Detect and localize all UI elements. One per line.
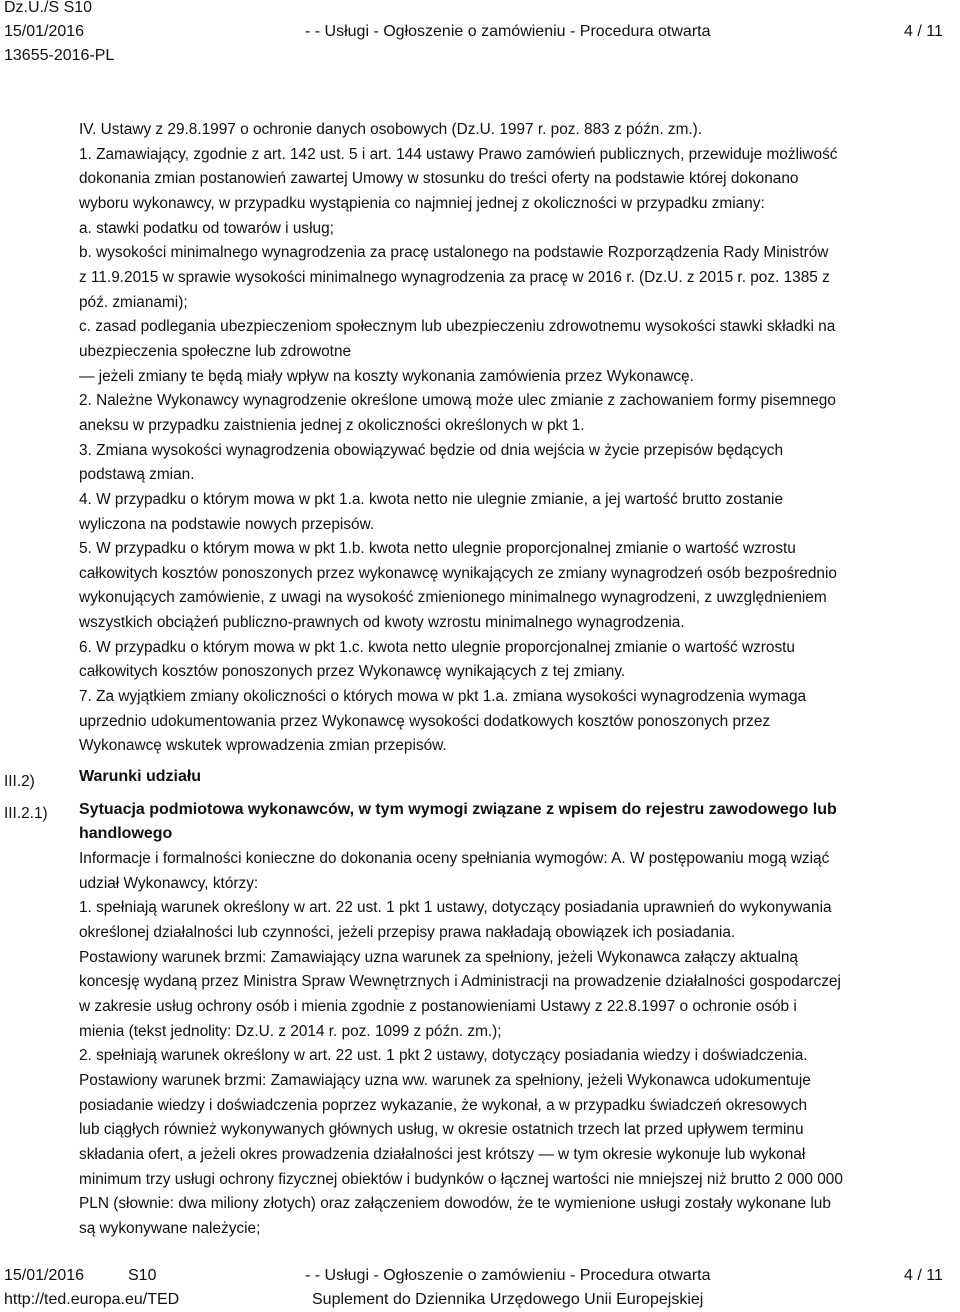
body-text-line: posiadanie wiedzy i doświadczenia poprzez wykazanie, że wykonał, a w przypadku świadczeń okresowych bbox=[79, 1096, 808, 1114]
body-text-line: 2. spełniają warunek określony w art. 22 ust. 1 pkt 2 ustawy, dotyczący posiadania wiedzy i doświadczenia. bbox=[79, 1047, 808, 1065]
footer-page-number: 4 / 11 bbox=[904, 1267, 943, 1284]
body-text-line: uprzednio udokumentowania przez Wykonawcę wysokości dodatkowych kosztów ponoszonych przez bbox=[79, 712, 771, 730]
body-text-line: podstawą zmian. bbox=[79, 466, 195, 484]
body-text-line: 5. W przypadku o którym mowa w pkt 1.b. kwota netto ulegnie proporcjonalnej zmianie o wartość wzrostu bbox=[79, 540, 796, 558]
body-text-line: określonej działalności lub czynności, jeżeli przepisy prawa nakładają obowiązek ich posiadania. bbox=[79, 924, 736, 941]
body-text-line: mienia (tekst jednolity: Dz.U. z 2014 r. poz. 1099 z późn. zm.); bbox=[79, 1022, 502, 1040]
header-doc-ref: Dz.U./S S10 bbox=[4, 0, 93, 16]
body-text-line: wyliczona na podstawie nowych przepisów. bbox=[79, 515, 375, 533]
body-text-line: 4. W przypadku o którym mowa w pkt 1.a. kwota netto nie ulegnie zmianie, a jej wartość brutto zostanie bbox=[79, 490, 784, 508]
body-text-line: b. wysokości minimalnego wynagrodzenia za pracę ustalonego na podstawie Rozporządzenia Rady Ministrów bbox=[79, 244, 829, 262]
body-text-line: lub ciągłych również wykonywanych głównych usług, w okresie ostatnich trzech lat przed upływem terminu bbox=[79, 1121, 804, 1139]
body-text-line: całkowitych kosztów ponoszonych przez wykonawcę wynikających ze zmiany wynagrodzeń osób bezpośrednio bbox=[79, 564, 837, 582]
body-text-line: aneksu w przypadku zaistnienia jednej z okoliczności określonych w pkt 1. bbox=[79, 416, 585, 434]
body-text-line: dokonania zmian postanowień zawartej Umowy w stosunku do treści oferty na podstawie której dokonano bbox=[79, 170, 799, 188]
section-number-iii-2: III.2) bbox=[4, 773, 35, 790]
body-text-line: 6. W przypadku o którym mowa w pkt 1.c. kwota netto ulegnie proporcjonalnej zmianie o wartość wzrostu bbox=[79, 638, 795, 656]
footer-url[interactable]: http://ted.europa.eu/TED bbox=[4, 1291, 180, 1308]
header-date: 15/01/2016 bbox=[4, 23, 85, 40]
body-text-line: PLN (słownie: dwa miliony złotych) oraz załączeniem dowodów, że te wymienione usługi zostały wykonane lub bbox=[79, 1195, 831, 1213]
footer-title: - - Usługi - Ogłoszenie o zamówieniu - Procedura otwarta bbox=[305, 1267, 711, 1284]
section-title-sytuacja-podmiotowa-cont: handlowego bbox=[79, 825, 173, 843]
body-text-line: Wykonawcę wskutek wprowadzenia zmian przepisów. bbox=[79, 737, 447, 755]
body-text-line: wyboru wykonawcy, w przypadku wystąpienia co najmniej jednej z okoliczności w przypadku zmiany: bbox=[79, 194, 765, 212]
footer-supplement: Suplement do Dziennika Urzędowego Unii Europejskiej bbox=[312, 1291, 704, 1308]
body-text-line: z 11.9.2015 w sprawie wysokości minimalnego wynagrodzenia za pracę w 2016 r. (Dz.U. z 2015 r. poz. 1385 z bbox=[79, 268, 830, 286]
body-text-line: 3. Zmiana wysokości wynagrodzenia obowiązywać będzie od dnia wejścia w życie przepisów będących bbox=[79, 441, 784, 459]
contract-change-clauses bbox=[79, 118, 959, 759]
body-text-line: w zakresie usług ochrony osób i mienia zgodnie z postanowieniami Ustawy z 22.8.1997 o ochronie osób i bbox=[79, 997, 797, 1015]
body-text-line: składania ofert, a jeżeli okres prowadzenia działalności jest krótszy — w tym okresie wykonuje lub wykonał bbox=[79, 1145, 806, 1163]
participation-conditions bbox=[79, 847, 959, 1242]
body-text-line: póź. zmianami); bbox=[79, 293, 188, 311]
body-text-line: Postawiony warunek brzmi: Zamawiający uzna ww. warunek za spełniony, jeżeli Wykonawca udokumentuje bbox=[79, 1071, 811, 1089]
footer-date: 15/01/2016 bbox=[4, 1267, 85, 1284]
body-text-line: 1. Zamawiający, zgodnie z art. 142 ust. 5 i art. 144 ustawy Prawo zamówień publicznych, przewiduje możliwość bbox=[79, 145, 838, 163]
section-title-warunki-udzialu: Warunki udziału bbox=[79, 768, 202, 786]
body-text-line: udział Wykonawcy, którzy: bbox=[79, 874, 259, 892]
body-text-line: Informacje i formalności konieczne do dokonania oceny spełniania wymogów: A. W postępowaniu mogą wziąć bbox=[79, 850, 830, 868]
footer-code: S10 bbox=[128, 1267, 157, 1284]
document-body bbox=[79, 118, 959, 1242]
body-text-line: Postawiony warunek brzmi: Zamawiający uzna warunek za spełniony, jeżeli Wykonawca załączy aktualną bbox=[79, 948, 798, 966]
header-notice-number: 13655-2016-PL bbox=[4, 47, 115, 64]
header-title: - - Usługi - Ogłoszenie o zamówieniu - Procedura otwarta bbox=[305, 23, 711, 40]
body-text-line: koncesję wydaną przez Ministra Spraw Wewnętrznych i Administracji na prowadzenie działalności gospodarczej bbox=[79, 973, 841, 991]
body-text-line: wykonujących zamówienie, z uwagi na wysokość zmienionego minimalnego wynagrodzeni, z uwzględnieniem bbox=[79, 589, 827, 607]
body-text-line: — jeżeli zmiany te będą miały wpływ na koszty wykonania zamówienia przez Wykonawcę. bbox=[79, 367, 694, 385]
body-text-line: c. zasad podlegania ubezpieczeniom społecznym lub ubezpieczeniu zdrowotnemu wysokości stawki składki na bbox=[79, 318, 836, 336]
body-text-line: ubezpieczenia społeczne lub zdrowotne bbox=[79, 342, 352, 360]
body-text-line: całkowitych kosztów ponoszonych przez Wykonawcę wynikających z tej zmiany. bbox=[79, 663, 626, 681]
section-number-iii-2-1: III.2.1) bbox=[4, 805, 48, 822]
section-title-sytuacja-podmiotowa: Sytuacja podmiotowa wykonawców, w tym wymogi związane z wpisem do rejestru zawodowego lub bbox=[79, 800, 837, 818]
body-text-line: a. stawki podatku od towarów i usług; bbox=[79, 219, 334, 237]
body-text-line: 1. spełniają warunek określony w art. 22 ust. 1 pkt 1 ustawy, dotyczący posiadania uprawnień do wykonywania bbox=[79, 899, 832, 917]
body-text-line: wszystkich obciążeń publiczno-prawnych od kwoty wzrostu minimalnego wynagrodzenia. bbox=[79, 614, 685, 632]
body-text-line: są wykonywane należycie; bbox=[79, 1219, 261, 1237]
body-text-line: 7. Za wyjątkiem zmiany okoliczności o których mowa w pkt 1.a. zmiana wysokości wynagrodzenia wymaga bbox=[79, 688, 807, 706]
body-text-line: 2. Należne Wykonawcy wynagrodzenie określone umową może ulec zmianie z zachowaniem formy pisemnego bbox=[79, 392, 836, 410]
body-text-line: minimum trzy usługi ochrony fizycznej obiektów i budynków o łącznej wartości nie mniejszej niż brutto 2 000 000 bbox=[79, 1170, 843, 1188]
body-text-line: IV. Ustawy z 29.8.1997 o ochronie danych osobowych (Dz.U. 1997 r. poz. 883 z późn. zm.). bbox=[79, 121, 703, 138]
header-page-number: 4 / 11 bbox=[904, 23, 943, 40]
